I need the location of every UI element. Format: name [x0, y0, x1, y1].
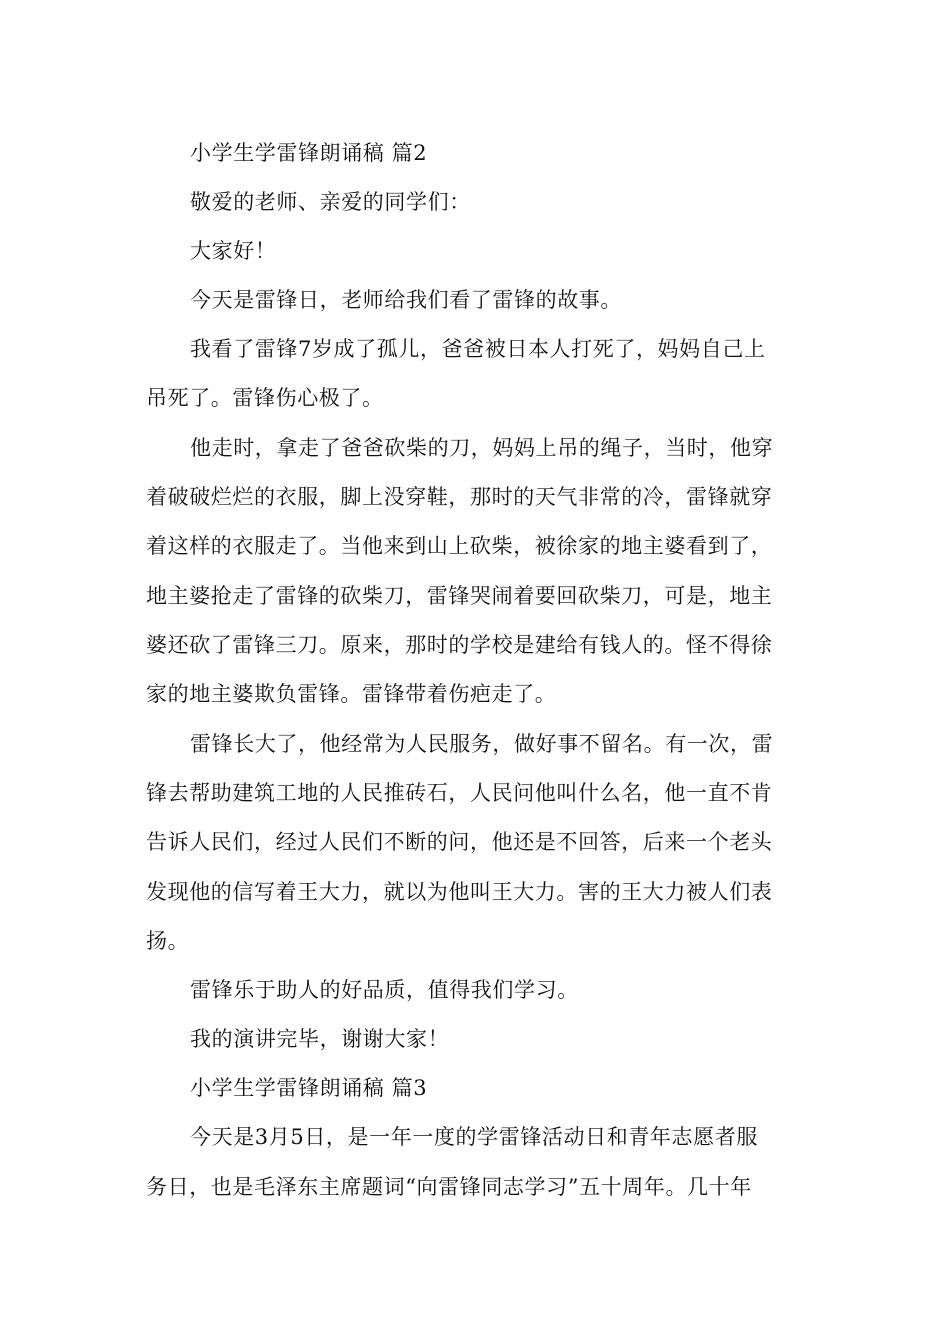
paragraph-line: 务日，也是毛泽东主席题词“向雷锋同志学习”五十周年。几十年: [146, 1175, 752, 1199]
salutation: 大家好！: [190, 239, 277, 263]
paragraph-line: 着这样的衣服走了。当他来到山上砍柴，被徐家的地主婆看到了，: [146, 534, 773, 558]
paragraph-line: 地主婆抢走了雷锋的砍柴刀，雷锋哭闹着要回砍柴刀，可是，地主: [146, 584, 773, 608]
section-title-3: 小学生学雷锋朗诵稿 篇3: [190, 1076, 428, 1100]
section-title-2: 小学生学雷锋朗诵稿 篇2: [190, 141, 428, 165]
paragraph-line: 我看了雷锋7岁成了孤儿，爸爸被日本人打死了，妈妈自己上: [190, 337, 766, 361]
closing-line: 我的演讲完毕，谢谢大家！: [190, 1027, 450, 1051]
paragraph-line: 锋去帮助建筑工地的人民推砖石，人民问他叫什么名，他一直不肯: [146, 781, 773, 805]
paragraph-line: 吊死了。雷锋伤心极了。: [146, 386, 384, 410]
paragraph-line: 雷锋乐于助人的好品质，值得我们学习。: [190, 978, 579, 1002]
paragraph-line: 告诉人民们，经过人民们不断的问，他还是不回答，后来一个老头: [146, 830, 773, 854]
paragraph-line: 扬。: [146, 929, 190, 953]
greeting: 敬爱的老师、亲爱的同学们：: [190, 190, 471, 214]
paragraph-line: 婆还砍了雷锋三刀。原来，那时的学校是建给有钱人的。怪不得徐: [146, 633, 773, 657]
paragraph-line: 发现他的信写着王大力，就以为他叫王大力。害的王大力被人们表: [146, 880, 773, 904]
paragraph-line: 他走时，拿走了爸爸砍柴的刀，妈妈上吊的绳子，当时，他穿: [190, 436, 774, 460]
paragraph-line: 家的地主婆欺负雷锋。雷锋带着伤疤走了。: [146, 682, 557, 706]
paragraph-line: 今天是3月5日，是一年一度的学雷锋活动日和青年志愿者服: [190, 1125, 758, 1149]
paragraph-line: 今天是雷锋日，老师给我们看了雷锋的故事。: [190, 288, 622, 312]
paragraph-line: 着破破烂烂的衣服，脚上没穿鞋，那时的天气非常的冷，雷锋就穿: [146, 485, 773, 509]
paragraph-line: 雷锋长大了，他经常为人民服务，做好事不留名。有一次，雷: [190, 732, 774, 756]
